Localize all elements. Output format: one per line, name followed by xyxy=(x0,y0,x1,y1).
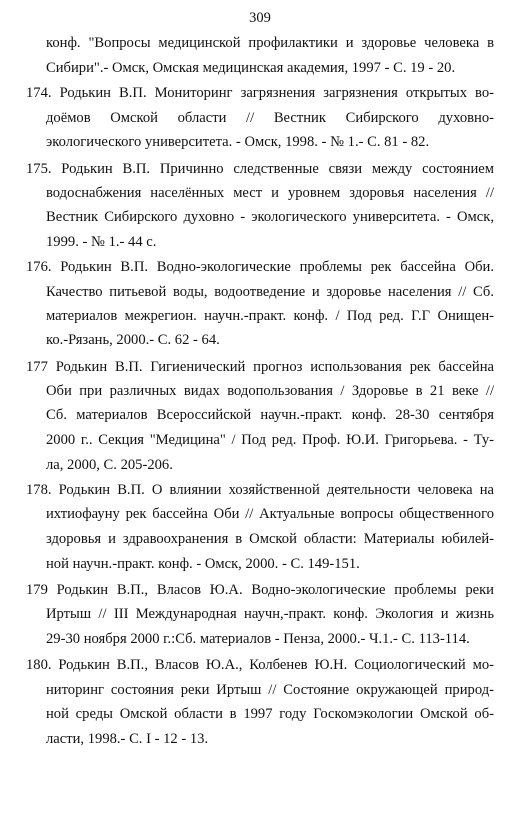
entry-175-line-3: Вестник Сибирского духовно - экологического университета. - Омск, xyxy=(46,209,494,225)
entry-180-line-2: ниторинг состояния реки Иртыш // Состояние окружающей природ- xyxy=(46,682,494,698)
entry-178-line-1: 178. Родькин В.П. О влиянии хозяйственной деятельности человека на xyxy=(26,482,494,498)
entry-173-line-1: конф. "Вопросы медицинской профилактики и здоровье человека в xyxy=(46,35,494,51)
entry-173-line-2: Сибири".- Омск, Омская медицинская академия, 1997 - С. 19 - 20. xyxy=(46,60,456,76)
entry-177-line-1: 177 Родькин В.П. Гигиенический прогноз использования рек бассейна xyxy=(26,359,494,375)
entry-175-line-2: водоснабжения населённых мест и уровнем здоровья населения // xyxy=(46,185,494,201)
entry-174-line-1: 174. Родькин В.П. Мониторинг загрязнения загрязнения открытых во- xyxy=(26,85,494,101)
entry-179-line-3: 29-30 ноября 2000 г.:Сб. материалов - Пенза, 2000.- Ч.1.- С. 113-114. xyxy=(46,631,470,647)
entry-177-line-2: Оби при различных видах водопользования / Здоровье в 21 веке // xyxy=(46,383,494,399)
entry-180-line-4: ласти, 1998.- С. I - 12 - 13. xyxy=(46,731,209,747)
entry-180-line-3: ной среды Омской области в 1997 году Госкомэкологии Омской об- xyxy=(46,706,494,722)
page-number: 309 xyxy=(249,10,271,26)
entry-178-line-4: ной научн.-практ. конф. - Омск, 2000. - С. 149-151. xyxy=(46,556,360,572)
entry-175-line-1: 175. Родькин В.П. Причинно следственные связи между состоянием xyxy=(26,161,494,177)
entry-178-line-2: ихтиофауну рек бассейна Оби // Актуальные вопросы общественного xyxy=(46,506,494,522)
entry-180-line-1: 180. Родькин В.П., Власов Ю.А., Колбенев Ю.Н. Социологический мо- xyxy=(26,657,494,673)
entry-176-line-3: материалов межрегион. научн.-практ. конф. / Под ред. Г.Г Онищен- xyxy=(46,308,494,324)
entry-174-line-3: экологического университета. - Омск, 1998. - № 1.- С. 81 - 82. xyxy=(46,134,430,150)
entry-177-line-5: ла, 2000, С. 205-206. xyxy=(46,457,173,473)
entry-179-line-2: Иртыш // III Международная научн,-практ. конф. Экология и жизнь xyxy=(46,606,494,622)
entry-178-line-3: здоровья и здравоохранения в Омской области: Материалы юбилей- xyxy=(46,531,494,547)
entry-176-line-2: Качество питьевой воды, водоотведение и здоровье населения // Сб. xyxy=(46,284,494,300)
entry-175-line-4: 1999. - № 1.- 44 с. xyxy=(46,234,157,250)
entry-177-line-4: 2000 г.. Секция "Медицина" / Под ред. Проф. Ю.И. Григорьева. - Ту- xyxy=(46,432,494,448)
entry-176-line-4: ко.-Рязань, 2000.- С. 62 - 64. xyxy=(46,332,220,348)
entry-179-line-1: 179 Родькин В.П., Власов Ю.А. Водно-экологические проблемы реки xyxy=(26,582,494,598)
entry-176-line-1: 176. Родькин В.П. Водно-экологические проблемы рек бассейна Оби. xyxy=(26,259,494,275)
entry-174-line-2: доёмов Омской области // Вестник Сибирского духовно- xyxy=(46,110,494,126)
entry-177-line-3: Сб. материалов Всероссийской научн.-практ. конф. 28-30 сентября xyxy=(46,407,494,423)
